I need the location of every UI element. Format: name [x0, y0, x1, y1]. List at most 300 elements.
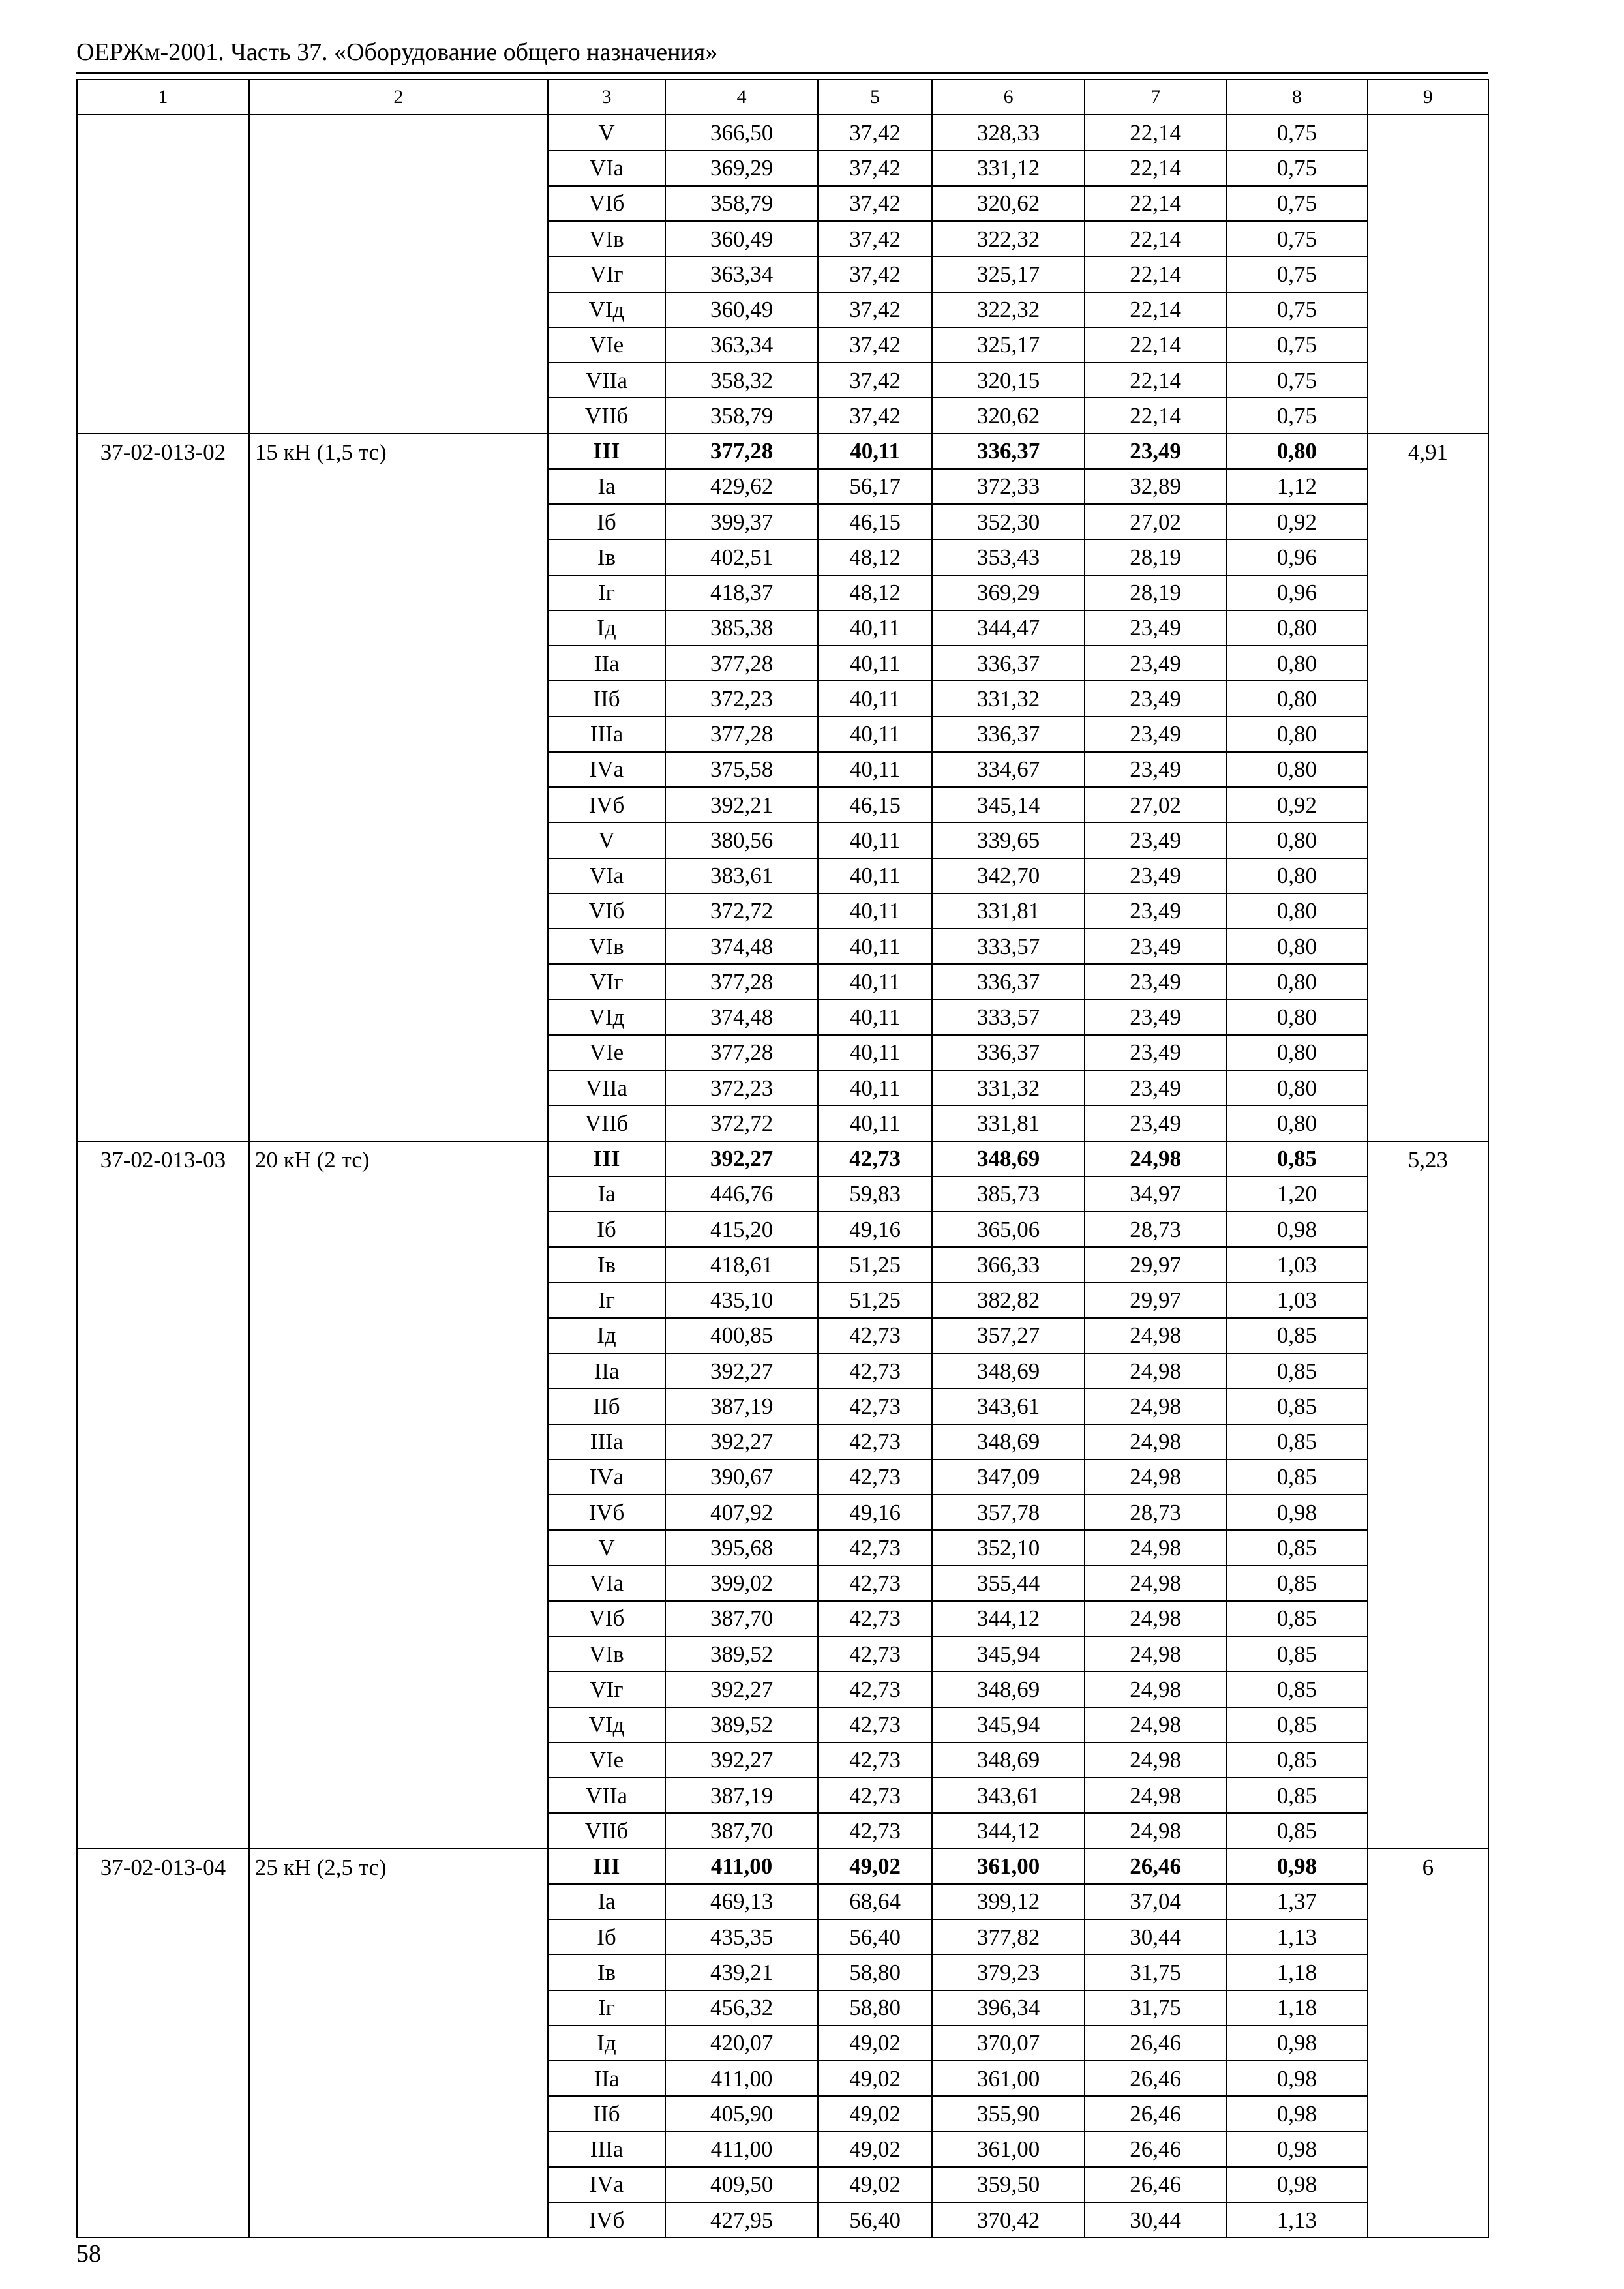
machine-cost: 370,07: [932, 2026, 1085, 2061]
region-zone: Iа: [548, 1176, 665, 1212]
machine-cost: 348,69: [932, 1141, 1085, 1176]
operator-wage: 24,98: [1085, 1459, 1226, 1495]
region-zone: IIб: [548, 2096, 665, 2131]
operator-wage: 23,49: [1085, 822, 1226, 858]
labor-cost: 40,11: [818, 610, 932, 646]
labor-cost: 37,42: [818, 327, 932, 363]
equipment-mass: 5,23: [1368, 1141, 1488, 1849]
operator-wage: 31,75: [1085, 1990, 1226, 2026]
operator-wage: 23,49: [1085, 752, 1226, 787]
operator-wage: 28,19: [1085, 539, 1226, 575]
materials-cost: 1,13: [1226, 2202, 1368, 2237]
total-cost: 405,90: [665, 2096, 818, 2131]
operator-wage: 30,44: [1085, 2202, 1226, 2237]
table-row: [77, 434, 1488, 469]
machine-cost: 369,29: [932, 575, 1085, 610]
operator-wage: 27,02: [1085, 787, 1226, 822]
page-number: 58: [76, 2240, 101, 2267]
machine-cost: 333,57: [932, 1000, 1085, 1035]
machine-cost: 355,90: [932, 2096, 1085, 2131]
materials-cost: 0,75: [1226, 115, 1368, 150]
machine-cost: 352,10: [932, 1530, 1085, 1565]
machine-cost: 331,32: [932, 681, 1085, 716]
materials-cost: 1,12: [1226, 469, 1368, 504]
machine-cost: 355,44: [932, 1566, 1085, 1601]
materials-cost: 0,98: [1226, 2167, 1368, 2202]
materials-cost: 0,80: [1226, 964, 1368, 999]
region-zone: IIа: [548, 646, 665, 681]
materials-cost: 0,92: [1226, 504, 1368, 539]
operator-wage: 23,49: [1085, 893, 1226, 929]
labor-cost: 48,12: [818, 575, 932, 610]
item-code: 37-02-013-03: [77, 1141, 249, 1849]
region-zone: IVб: [548, 1495, 665, 1530]
table-row: [77, 1141, 1488, 1176]
machine-cost: 361,00: [932, 2061, 1085, 2096]
machine-cost: 399,12: [932, 1884, 1085, 1919]
labor-cost: 37,42: [818, 363, 932, 398]
item-name: [249, 115, 548, 433]
labor-cost: 46,15: [818, 787, 932, 822]
operator-wage: 22,14: [1085, 151, 1226, 186]
operator-wage: 24,98: [1085, 1743, 1226, 1778]
materials-cost: 0,75: [1226, 221, 1368, 256]
total-cost: 469,13: [665, 1884, 818, 1919]
total-cost: 392,27: [665, 1743, 818, 1778]
materials-cost: 0,98: [1226, 2026, 1368, 2061]
region-zone: Iб: [548, 504, 665, 539]
operator-wage: 22,14: [1085, 363, 1226, 398]
region-zone: VIб: [548, 186, 665, 221]
materials-cost: 0,80: [1226, 610, 1368, 646]
labor-cost: 40,11: [818, 893, 932, 929]
price-table-body: [77, 80, 1488, 2237]
region-zone: Iа: [548, 1884, 665, 1919]
labor-cost: 42,73: [818, 1459, 932, 1495]
labor-cost: 42,73: [818, 1743, 932, 1778]
column-number: 8: [1226, 80, 1368, 115]
machine-cost: 345,94: [932, 1707, 1085, 1743]
header-rule: [76, 72, 1488, 74]
total-cost: 392,27: [665, 1141, 818, 1176]
materials-cost: 0,80: [1226, 752, 1368, 787]
labor-cost: 40,11: [818, 1105, 932, 1141]
operator-wage: 24,98: [1085, 1318, 1226, 1353]
region-zone: VIв: [548, 929, 665, 964]
total-cost: 358,79: [665, 398, 818, 433]
machine-cost: 344,47: [932, 610, 1085, 646]
operator-wage: 26,46: [1085, 2167, 1226, 2202]
materials-cost: 1,20: [1226, 1176, 1368, 1212]
materials-cost: 0,80: [1226, 929, 1368, 964]
region-zone: VIIа: [548, 1778, 665, 1813]
operator-wage: 32,89: [1085, 469, 1226, 504]
region-zone: VIд: [548, 292, 665, 327]
materials-cost: 0,75: [1226, 363, 1368, 398]
materials-cost: 0,75: [1226, 151, 1368, 186]
total-cost: 387,19: [665, 1778, 818, 1813]
operator-wage: 30,44: [1085, 1919, 1226, 1954]
column-number: 3: [548, 80, 665, 115]
labor-cost: 37,42: [818, 256, 932, 292]
item-code: 37-02-013-04: [77, 1849, 249, 2238]
materials-cost: 0,85: [1226, 1813, 1368, 1848]
materials-cost: 0,80: [1226, 681, 1368, 716]
machine-cost: 344,12: [932, 1601, 1085, 1636]
region-zone: IIа: [548, 2061, 665, 2096]
total-cost: 377,28: [665, 1035, 818, 1070]
machine-cost: 342,70: [932, 858, 1085, 893]
total-cost: 374,48: [665, 929, 818, 964]
column-number: 6: [932, 80, 1085, 115]
total-cost: 377,28: [665, 717, 818, 752]
region-zone: IIIа: [548, 2132, 665, 2167]
machine-cost: 357,27: [932, 1318, 1085, 1353]
materials-cost: 1,03: [1226, 1283, 1368, 1318]
total-cost: 387,70: [665, 1813, 818, 1848]
materials-cost: 0,80: [1226, 717, 1368, 752]
total-cost: 380,56: [665, 822, 818, 858]
region-zone: VIа: [548, 1566, 665, 1601]
machine-cost: 345,94: [932, 1636, 1085, 1671]
materials-cost: 0,85: [1226, 1707, 1368, 1743]
machine-cost: 396,34: [932, 1990, 1085, 2026]
region-zone: VIIб: [548, 1813, 665, 1848]
region-zone: VIIа: [548, 363, 665, 398]
labor-cost: 49,02: [818, 2061, 932, 2096]
labor-cost: 40,11: [818, 822, 932, 858]
operator-wage: 22,14: [1085, 256, 1226, 292]
labor-cost: 40,11: [818, 752, 932, 787]
machine-cost: 331,32: [932, 1070, 1085, 1105]
operator-wage: 22,14: [1085, 398, 1226, 433]
total-cost: 369,29: [665, 151, 818, 186]
materials-cost: 0,80: [1226, 858, 1368, 893]
materials-cost: 0,85: [1226, 1636, 1368, 1671]
region-zone: Iд: [548, 1318, 665, 1353]
machine-cost: 353,43: [932, 539, 1085, 575]
total-cost: 435,35: [665, 1919, 818, 1954]
region-zone: V: [548, 1530, 665, 1565]
total-cost: 392,27: [665, 1671, 818, 1707]
labor-cost: 37,42: [818, 115, 932, 150]
labor-cost: 40,11: [818, 434, 932, 469]
operator-wage: 24,98: [1085, 1566, 1226, 1601]
table-row: [77, 115, 1488, 150]
operator-wage: 23,49: [1085, 1035, 1226, 1070]
materials-cost: 0,85: [1226, 1530, 1368, 1565]
materials-cost: 1,18: [1226, 1990, 1368, 2026]
materials-cost: 1,13: [1226, 1919, 1368, 1954]
region-zone: VIд: [548, 1707, 665, 1743]
region-zone: III: [548, 1141, 665, 1176]
operator-wage: 22,14: [1085, 221, 1226, 256]
materials-cost: 0,98: [1226, 2061, 1368, 2096]
machine-cost: 359,50: [932, 2167, 1085, 2202]
operator-wage: 23,49: [1085, 929, 1226, 964]
materials-cost: 0,85: [1226, 1318, 1368, 1353]
total-cost: 399,37: [665, 504, 818, 539]
labor-cost: 56,17: [818, 469, 932, 504]
labor-cost: 37,42: [818, 186, 932, 221]
region-zone: VIе: [548, 1035, 665, 1070]
operator-wage: 24,98: [1085, 1424, 1226, 1459]
operator-wage: 26,46: [1085, 2061, 1226, 2096]
total-cost: 392,21: [665, 787, 818, 822]
item-name: 20 кН (2 тс): [249, 1141, 548, 1849]
labor-cost: 42,73: [818, 1778, 932, 1813]
materials-cost: 0,85: [1226, 1141, 1368, 1176]
operator-wage: 26,46: [1085, 2096, 1226, 2131]
machine-cost: 320,62: [932, 398, 1085, 433]
total-cost: 375,58: [665, 752, 818, 787]
total-cost: 402,51: [665, 539, 818, 575]
labor-cost: 37,42: [818, 221, 932, 256]
region-zone: Iв: [548, 1247, 665, 1282]
total-cost: 366,50: [665, 115, 818, 150]
column-number: 5: [818, 80, 932, 115]
operator-wage: 24,98: [1085, 1813, 1226, 1848]
materials-cost: 0,80: [1226, 822, 1368, 858]
machine-cost: 331,12: [932, 151, 1085, 186]
machine-cost: 377,82: [932, 1919, 1085, 1954]
labor-cost: 42,73: [818, 1601, 932, 1636]
materials-cost: 0,98: [1226, 2132, 1368, 2167]
machine-cost: 348,69: [932, 1671, 1085, 1707]
materials-cost: 0,85: [1226, 1743, 1368, 1778]
materials-cost: 0,85: [1226, 1424, 1368, 1459]
materials-cost: 0,80: [1226, 1035, 1368, 1070]
labor-cost: 40,11: [818, 1035, 932, 1070]
machine-cost: 366,33: [932, 1247, 1085, 1282]
materials-cost: 0,85: [1226, 1459, 1368, 1495]
total-cost: 372,72: [665, 1105, 818, 1141]
operator-wage: 26,46: [1085, 2132, 1226, 2167]
labor-cost: 51,25: [818, 1247, 932, 1282]
operator-wage: 29,97: [1085, 1283, 1226, 1318]
materials-cost: 0,98: [1226, 1849, 1368, 1884]
labor-cost: 48,12: [818, 539, 932, 575]
region-zone: III: [548, 434, 665, 469]
item-code: 37-02-013-02: [77, 434, 249, 1141]
operator-wage: 24,98: [1085, 1671, 1226, 1707]
region-zone: Iа: [548, 469, 665, 504]
machine-cost: 348,69: [932, 1353, 1085, 1388]
total-cost: 420,07: [665, 2026, 818, 2061]
total-cost: 360,49: [665, 221, 818, 256]
total-cost: 385,38: [665, 610, 818, 646]
materials-cost: 0,85: [1226, 1353, 1368, 1388]
machine-cost: 333,57: [932, 929, 1085, 964]
operator-wage: 22,14: [1085, 115, 1226, 150]
total-cost: 400,85: [665, 1318, 818, 1353]
machine-cost: 385,73: [932, 1176, 1085, 1212]
operator-wage: 23,49: [1085, 1105, 1226, 1141]
materials-cost: 1,03: [1226, 1247, 1368, 1282]
labor-cost: 40,11: [818, 1070, 932, 1105]
total-cost: 415,20: [665, 1212, 818, 1247]
labor-cost: 42,73: [818, 1424, 932, 1459]
total-cost: 363,34: [665, 256, 818, 292]
total-cost: 374,48: [665, 1000, 818, 1035]
region-zone: VIб: [548, 893, 665, 929]
labor-cost: 56,40: [818, 2202, 932, 2237]
total-cost: 358,79: [665, 186, 818, 221]
materials-cost: 0,96: [1226, 575, 1368, 610]
region-zone: III: [548, 1849, 665, 1884]
operator-wage: 24,98: [1085, 1141, 1226, 1176]
labor-cost: 42,73: [818, 1671, 932, 1707]
machine-cost: 343,61: [932, 1388, 1085, 1424]
operator-wage: 24,98: [1085, 1353, 1226, 1388]
total-cost: 429,62: [665, 469, 818, 504]
region-zone: V: [548, 822, 665, 858]
total-cost: 418,61: [665, 1247, 818, 1282]
region-zone: VIд: [548, 1000, 665, 1035]
column-number: 1: [77, 80, 249, 115]
machine-cost: 322,32: [932, 292, 1085, 327]
labor-cost: 56,40: [818, 1919, 932, 1954]
machine-cost: 372,33: [932, 469, 1085, 504]
operator-wage: 23,49: [1085, 646, 1226, 681]
labor-cost: 42,73: [818, 1707, 932, 1743]
total-cost: 407,92: [665, 1495, 818, 1530]
region-zone: Iд: [548, 2026, 665, 2061]
machine-cost: 348,69: [932, 1743, 1085, 1778]
machine-cost: 344,12: [932, 1813, 1085, 1848]
total-cost: 411,00: [665, 2061, 818, 2096]
item-name: 25 кН (2,5 тс): [249, 1849, 548, 2238]
region-zone: VIа: [548, 151, 665, 186]
machine-cost: 336,37: [932, 646, 1085, 681]
machine-cost: 339,65: [932, 822, 1085, 858]
materials-cost: 0,75: [1226, 292, 1368, 327]
total-cost: 392,27: [665, 1424, 818, 1459]
materials-cost: 0,98: [1226, 1212, 1368, 1247]
operator-wage: 22,14: [1085, 292, 1226, 327]
operator-wage: 23,49: [1085, 1070, 1226, 1105]
total-cost: 389,52: [665, 1707, 818, 1743]
labor-cost: 42,73: [818, 1141, 932, 1176]
region-zone: IIб: [548, 681, 665, 716]
materials-cost: 0,80: [1226, 1000, 1368, 1035]
materials-cost: 0,92: [1226, 787, 1368, 822]
labor-cost: 40,11: [818, 1000, 932, 1035]
materials-cost: 0,85: [1226, 1388, 1368, 1424]
total-cost: 358,32: [665, 363, 818, 398]
labor-cost: 58,80: [818, 1990, 932, 2026]
total-cost: 372,72: [665, 893, 818, 929]
column-number: 7: [1085, 80, 1226, 115]
machine-cost: 343,61: [932, 1778, 1085, 1813]
labor-cost: 40,11: [818, 964, 932, 999]
region-zone: Iв: [548, 539, 665, 575]
page-header: ОЕРЖм-2001. Часть 37. «Оборудование общего назначения»: [76, 38, 718, 66]
machine-cost: 325,17: [932, 327, 1085, 363]
machine-cost: 336,37: [932, 434, 1085, 469]
operator-wage: 26,46: [1085, 2026, 1226, 2061]
materials-cost: 0,98: [1226, 1495, 1368, 1530]
region-zone: VIIб: [548, 398, 665, 433]
total-cost: 427,95: [665, 2202, 818, 2237]
labor-cost: 40,11: [818, 858, 932, 893]
materials-cost: 0,80: [1226, 1070, 1368, 1105]
machine-cost: 320,62: [932, 186, 1085, 221]
materials-cost: 0,80: [1226, 434, 1368, 469]
region-zone: VIа: [548, 858, 665, 893]
operator-wage: 29,97: [1085, 1247, 1226, 1282]
operator-wage: 37,04: [1085, 1884, 1226, 1919]
total-cost: 435,10: [665, 1283, 818, 1318]
labor-cost: 42,73: [818, 1353, 932, 1388]
region-zone: Iб: [548, 1919, 665, 1954]
total-cost: 377,28: [665, 434, 818, 469]
total-cost: 360,49: [665, 292, 818, 327]
total-cost: 456,32: [665, 1990, 818, 2026]
machine-cost: 357,78: [932, 1495, 1085, 1530]
labor-cost: 40,11: [818, 929, 932, 964]
machine-cost: 347,09: [932, 1459, 1085, 1495]
operator-wage: 24,98: [1085, 1388, 1226, 1424]
machine-cost: 352,30: [932, 504, 1085, 539]
region-zone: IIIа: [548, 717, 665, 752]
labor-cost: 42,73: [818, 1318, 932, 1353]
total-cost: 372,23: [665, 681, 818, 716]
column-number-row: [77, 80, 1488, 115]
machine-cost: 348,69: [932, 1424, 1085, 1459]
operator-wage: 34,97: [1085, 1176, 1226, 1212]
operator-wage: 23,49: [1085, 858, 1226, 893]
column-number: 4: [665, 80, 818, 115]
region-zone: VIе: [548, 1743, 665, 1778]
materials-cost: 0,75: [1226, 327, 1368, 363]
materials-cost: 0,75: [1226, 398, 1368, 433]
labor-cost: 42,73: [818, 1530, 932, 1565]
equipment-mass: 4,91: [1368, 434, 1488, 1141]
region-zone: VIе: [548, 327, 665, 363]
labor-cost: 49,02: [818, 2167, 932, 2202]
labor-cost: 37,42: [818, 292, 932, 327]
machine-cost: 370,42: [932, 2202, 1085, 2237]
operator-wage: 23,49: [1085, 717, 1226, 752]
region-zone: VIIб: [548, 1105, 665, 1141]
operator-wage: 28,19: [1085, 575, 1226, 610]
equipment-mass: [1368, 115, 1488, 433]
labor-cost: 68,64: [818, 1884, 932, 1919]
machine-cost: 345,14: [932, 787, 1085, 822]
total-cost: 389,52: [665, 1636, 818, 1671]
materials-cost: 1,18: [1226, 1954, 1368, 1990]
labor-cost: 40,11: [818, 681, 932, 716]
materials-cost: 0,75: [1226, 256, 1368, 292]
labor-cost: 49,16: [818, 1495, 932, 1530]
region-zone: VIг: [548, 1671, 665, 1707]
operator-wage: 24,98: [1085, 1530, 1226, 1565]
total-cost: 390,67: [665, 1459, 818, 1495]
total-cost: 411,00: [665, 1849, 818, 1884]
region-zone: Iг: [548, 1283, 665, 1318]
machine-cost: 336,37: [932, 717, 1085, 752]
column-number: 2: [249, 80, 548, 115]
machine-cost: 361,00: [932, 1849, 1085, 1884]
total-cost: 363,34: [665, 327, 818, 363]
labor-cost: 42,73: [818, 1566, 932, 1601]
machine-cost: 361,00: [932, 2132, 1085, 2167]
price-table: [76, 79, 1489, 2238]
operator-wage: 24,98: [1085, 1601, 1226, 1636]
labor-cost: 46,15: [818, 504, 932, 539]
machine-cost: 325,17: [932, 256, 1085, 292]
